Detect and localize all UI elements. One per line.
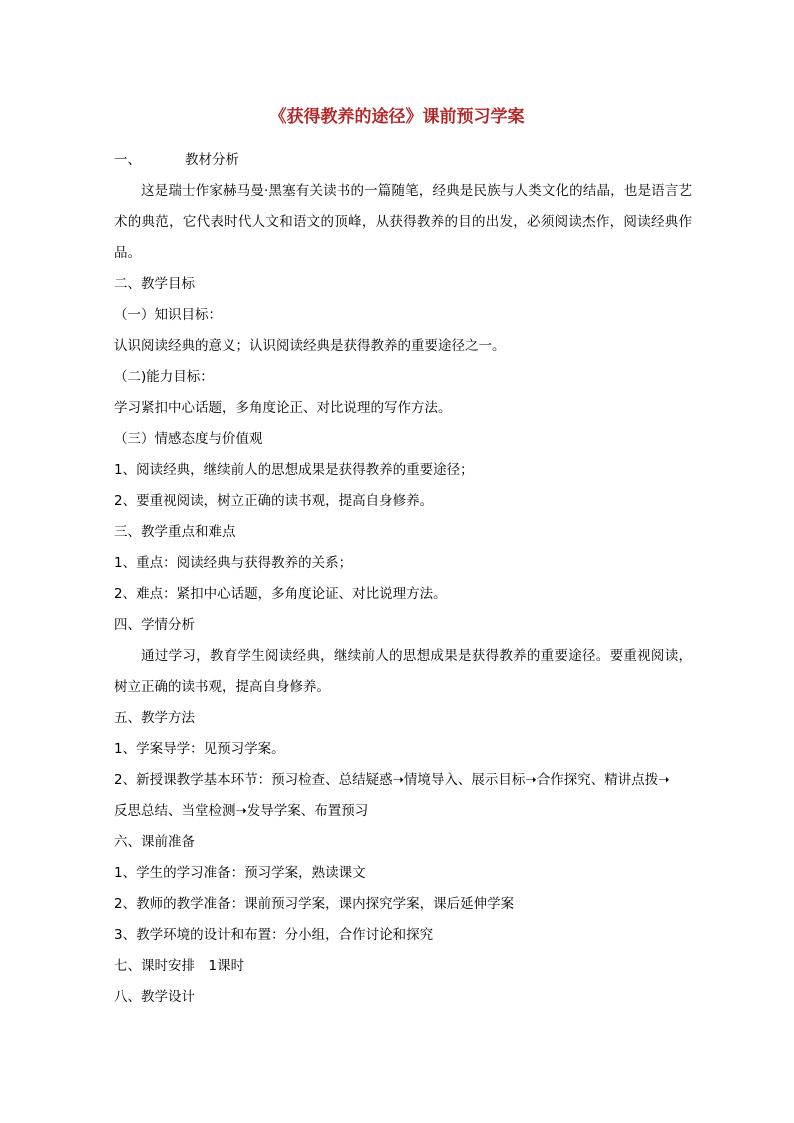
list-item-continuation: 反思总结、当堂检测➝发导学案、布置预习	[114, 803, 369, 819]
section-6-heading: 六、课前准备	[114, 834, 195, 850]
page-title: 《获得教养的途径》课前预习学案	[269, 107, 525, 127]
list-item: 1、重点：阅读经典与获得教养的关系；	[114, 555, 353, 571]
list-item: 2、难点：紧扣中心话题，多角度论证、对比说理方法。	[114, 586, 447, 602]
section-7-heading: 七、课时安排 1课时	[114, 958, 245, 974]
list-item: 1、学案导学：见预习学案。	[114, 741, 285, 757]
list-item: 1、学生的学习准备：预习学案，熟读课文	[114, 865, 366, 881]
list-item: 2、教师的教学准备：课前预习学案，课内探究学案，课后延伸学案	[114, 896, 515, 912]
section-4-paragraph: 通过学习，教育学生阅读经典，继续前人的思想成果是获得教养的重要途径。要重视阅读，树立正确的读书观，提高自身修养。	[114, 648, 692, 695]
subsection-knowledge-heading: （一）知识目标：	[114, 307, 222, 323]
document-body	[114, 145, 692, 1013]
list-item: 2、新授课教学基本环节：预习检查、总结疑惑➝情境导入、展示目标➝合作探究、精讲点拨➝	[114, 772, 670, 788]
section-1-number: 一、	[114, 152, 141, 168]
section-8-heading: 八、教学设计	[114, 989, 195, 1005]
section-1-title: 教材分析	[185, 152, 239, 168]
section-5-heading: 五、教学方法	[114, 710, 195, 726]
list-item: 3、教学环境的设计和布置：分小组，合作讨论和探究	[114, 927, 434, 943]
subsection-ability-text: 学习紧扣中心话题，多角度论正、对比说理的写作方法。	[114, 400, 452, 416]
section-4-heading: 四、学情分析	[114, 617, 195, 633]
list-item: 2、要重视阅读，树立正确的读书观，提高自身修养。	[114, 493, 434, 509]
section-1-heading	[114, 145, 692, 176]
subsection-knowledge-text: 认识阅读经典的意义；认识阅读经典是获得教养的重要途径之一。	[114, 338, 506, 354]
section-3-heading: 三、教学重点和难点	[114, 524, 236, 540]
section-1-paragraph: 这是瑞士作家赫马曼·黑塞有关读书的一篇随笔，经典是民族与人类文化的结晶，也是语言艺术的典范，它代表时代人文和语文的顶峰，从获得教养的目的出发，必须阅读杰作，阅读经典作品。	[114, 183, 692, 261]
subsection-attitude-heading: （三）情感态度与价值观	[114, 431, 263, 447]
subsection-ability-heading: （二)能力目标：	[114, 369, 214, 385]
list-item: 1、阅读经典，继续前人的思想成果是获得教养的重要途径；	[114, 462, 474, 478]
section-2-heading: 二、教学目标	[114, 276, 195, 292]
